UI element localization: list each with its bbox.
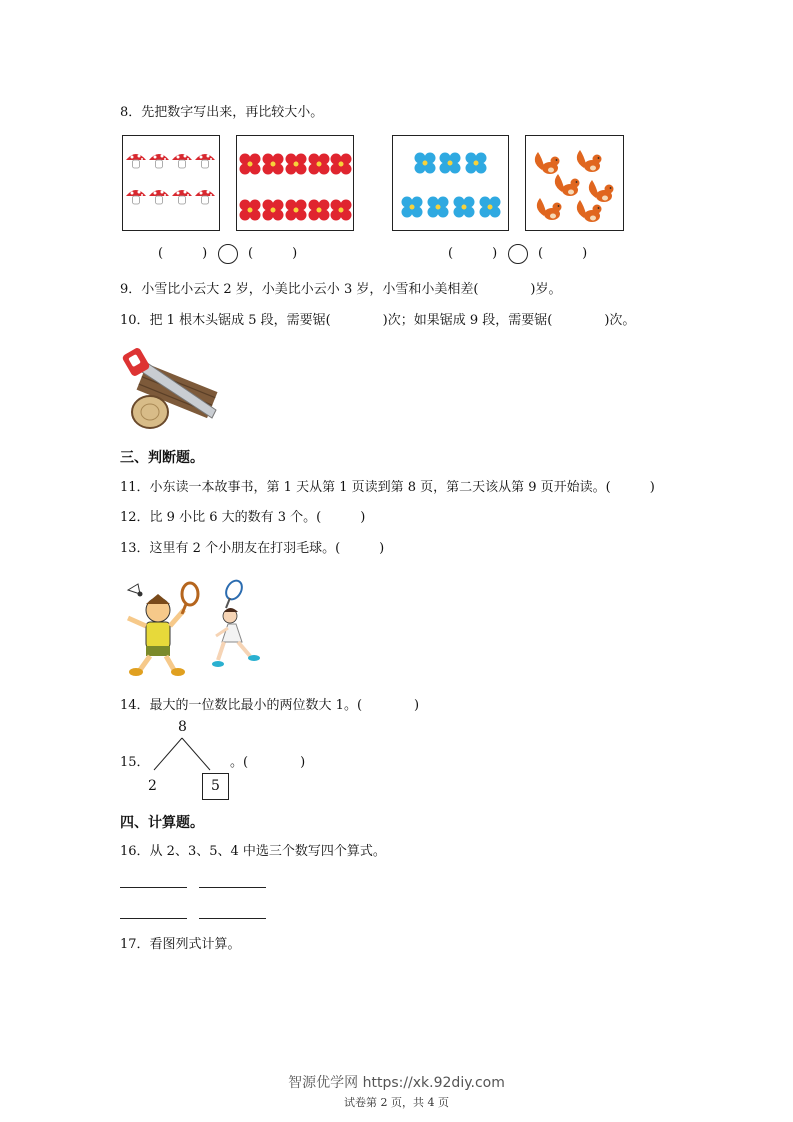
section-4-title: 四、计算题。 — [120, 815, 204, 831]
blue-flower-group — [393, 136, 508, 230]
question-15-label: 15． — [120, 755, 150, 770]
question-14: 14．最大的一位数比最小的两位数大 1。( ) — [120, 698, 420, 713]
squirrel-group — [526, 136, 623, 230]
compare-circle-1[interactable] — [218, 244, 238, 264]
question-13: 13．这里有 2 个小朋友在打羽毛球。( ) — [120, 541, 385, 556]
compare-circle-2[interactable] — [508, 244, 528, 264]
answer-line-2[interactable] — [199, 887, 266, 888]
watermark: 智源优学网 https://xk.92diy.com — [288, 1075, 505, 1091]
bond-left-number: 2 — [148, 778, 157, 794]
question-15-answer: 。( ) — [230, 755, 306, 770]
page-number: 试卷第 2 页，共 4 页 — [344, 1096, 449, 1109]
answer-blank-3[interactable]: ( ) — [448, 246, 498, 261]
question-9: 9．小雪比小云大 2 岁，小美比小云小 3 岁，小雪和小美相差( )岁。 — [120, 282, 562, 297]
blue-flower-box — [392, 135, 509, 231]
answer-blank-4[interactable]: ( ) — [538, 246, 588, 261]
red-flower-box — [236, 135, 354, 231]
badminton-illustration — [118, 576, 274, 680]
question-17: 17．看图列式计算。 — [120, 937, 241, 952]
number-bond-lines — [150, 736, 220, 776]
question-12: 12．比 9 小比 6 大的数有 3 个。( ) — [120, 510, 366, 525]
question-10: 10．把 1 根木头锯成 5 段，需要锯( )次；如果锯成 9 段，需要锯( )次。 — [120, 313, 636, 328]
question-11: 11．小东读一本故事书，第 1 天从第 1 页读到第 8 页，第二天该从第 9 页开始读。( ) — [120, 480, 655, 495]
section-3-title: 三、判断题。 — [120, 450, 204, 466]
answer-blank-1[interactable]: ( ) — [158, 246, 208, 261]
question-8: 8．先把数字写出来，再比较大小。 — [120, 105, 324, 120]
red-flower-group — [237, 136, 353, 230]
mushroom-group — [123, 136, 219, 230]
answer-blank-2[interactable]: ( ) — [248, 246, 298, 261]
bond-top-number: 8 — [178, 719, 187, 735]
squirrel-box — [525, 135, 624, 231]
answer-line-3[interactable] — [120, 918, 187, 919]
bond-right-box: 5 — [202, 773, 229, 800]
answer-line-1[interactable] — [120, 887, 187, 888]
saw-log-illustration — [120, 344, 220, 430]
mushroom-box — [122, 135, 220, 231]
question-16: 16．从 2、3、5、4 中选三个数写四个算式。 — [120, 844, 386, 859]
answer-line-4[interactable] — [199, 918, 266, 919]
